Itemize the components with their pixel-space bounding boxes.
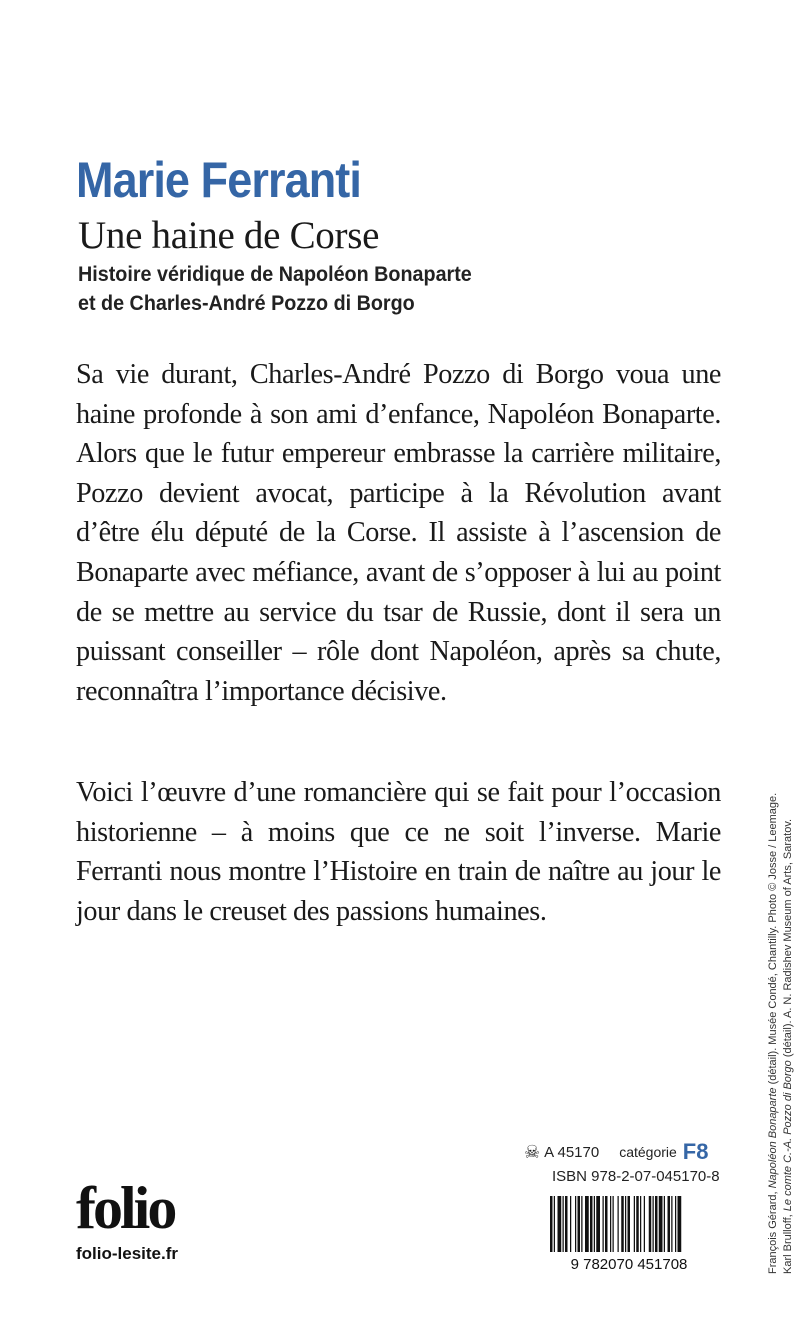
barcode-bar	[603, 1196, 604, 1252]
barcode-bar	[594, 1196, 595, 1252]
barcode-bar	[578, 1196, 581, 1252]
barcode-bar	[678, 1196, 682, 1252]
barcode-bar	[625, 1196, 626, 1252]
publisher-website: folio-lesite.fr	[76, 1244, 179, 1263]
barcode-bar	[628, 1196, 631, 1252]
catalog-code-row	[524, 1140, 724, 1164]
barcode-bar	[550, 1196, 553, 1252]
barcode-bar	[640, 1196, 641, 1252]
barcode-bar	[671, 1196, 672, 1252]
barcode-bar	[596, 1196, 600, 1252]
barcode-bars	[550, 1196, 681, 1252]
barcode-bar	[649, 1196, 652, 1252]
barcode-bar	[565, 1196, 568, 1252]
barcode-bar	[554, 1196, 555, 1252]
barcode-digits: 9 782070 451708	[570, 1256, 688, 1272]
barcode-bar	[570, 1196, 571, 1252]
blurb-paragraph-2: Voici l’œuvre d’une romancière qui se fait pour l’occasion historienne – à moins que ce ne soit l’inverse. Marie Ferranti nous montre l’Histoire en train de naître au jour le jour dans le creuset des passions humaines.	[76, 777, 721, 927]
barcode-bar	[621, 1196, 624, 1252]
barcode-bar	[653, 1196, 654, 1252]
barcode-bar	[558, 1196, 562, 1252]
barcode-bar	[644, 1196, 645, 1252]
image-credits	[766, 734, 800, 1274]
subtitle-line-2: et de Charles-André Pozzo di Borgo	[78, 292, 415, 315]
barcode-bar	[675, 1196, 676, 1252]
barcode-bar	[659, 1196, 663, 1252]
category-label: catégorie	[619, 1144, 677, 1160]
barcode-bar	[664, 1196, 665, 1252]
barcode-bar	[655, 1196, 658, 1252]
barcode-bar	[585, 1196, 589, 1252]
barcode-bar	[563, 1196, 564, 1252]
barcode-bar	[613, 1196, 614, 1252]
subtitle-line-1: Histoire véridique de Napoléon Bonaparte	[78, 263, 472, 286]
credit-line-2: Karl Brulloff, Le comte C.-A. Pozzo di Borgo (détail). A. N. Radishev Museum of Arts, Saratov.	[782, 818, 794, 1274]
author-name: Marie Ferranti	[76, 152, 362, 208]
barcode-bar	[590, 1196, 593, 1252]
folio-logo: folio	[76, 1175, 175, 1241]
barcode-bar	[575, 1196, 576, 1252]
barcode-bar	[581, 1196, 582, 1252]
barcode-bar	[634, 1196, 635, 1252]
book-subtitle	[78, 260, 472, 318]
barcode-bar	[668, 1196, 671, 1252]
barcode	[536, 1196, 722, 1272]
credit-line-1: François Gérard, Napoléon Bonaparte (détail). Musée Condé, Chantilly. Photo © Josse / Leemage.	[767, 792, 779, 1274]
book-title: Une haine de Corse	[78, 214, 380, 257]
barcode-bar	[618, 1196, 619, 1252]
catalog-code: A 45170	[544, 1143, 600, 1161]
isbn-number: ISBN 978-2-07-045170-8	[552, 1168, 720, 1185]
barcode-bar	[610, 1196, 611, 1252]
barcode-bar	[605, 1196, 608, 1252]
blurb-paragraph-1: Sa vie durant, Charles-André Pozzo di Borgo voua une haine profonde à son ami d’enfance, Napoléon Bonaparte. Alors que le futur empereur embrasse la carrière militaire, Pozzo devient avocat, participe à la Révolution avant d’être élu député de la Corse. Il assiste à l’ascension de Bonaparte avec méfiance, avant de s’opposer à lui au point de se mettre au service du tsar de Russie, dont il sera un puissant conseiller – rôle dont Napoléon, après sa chute, reconnaîtra l’importance décisive.	[76, 359, 721, 707]
barcode-bar	[636, 1196, 639, 1252]
category-value: F8	[682, 1139, 709, 1164]
pirate-hat-icon: ☠	[524, 1141, 541, 1162]
barcode-graphic	[536, 1196, 722, 1272]
